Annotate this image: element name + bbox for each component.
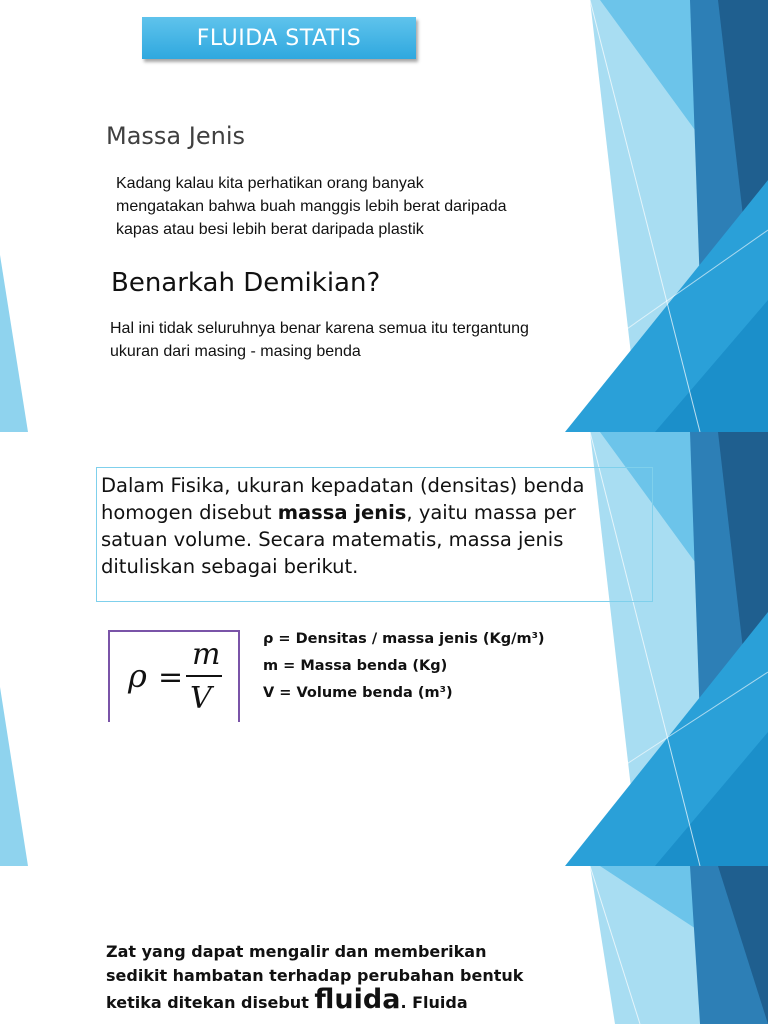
fluid-line-2: sedikit hambatan terhadap perubahan bentuk [106,966,524,985]
fluid-definition [106,940,626,1015]
definition-text [101,472,646,580]
title-banner [142,17,416,59]
formula-equals: = [158,660,184,695]
variable-mass: m = Massa benda (Kg) [263,658,448,674]
variable-density: ρ = Densitas / massa jenis (Kg/m³) [263,631,545,647]
answer-paragraph: Hal ini tidak seluruhnya benar karena semua itu tergantung ukuran dari masing - masing benda [110,320,529,360]
variable-list [263,626,545,707]
definition-term: massa jenis [277,501,407,524]
formula-numerator: m [192,637,221,672]
section-heading: Massa Jenis [106,122,245,150]
question-heading: Benarkah Demikian? [111,268,381,298]
variable-volume: V = Volume benda (m³) [263,685,453,701]
definition-part-2: , yaitu massa per satuan volume. Secara matematis, massa jenis dituliskan sebagai berikut. [101,501,576,578]
fluid-line-3-end: . Fluida [400,993,468,1012]
formula-lhs: ρ [128,657,147,695]
slide-2 [0,432,768,866]
intro-paragraph: Kadang kalau kita perhatikan orang banyak mengatakan bahwa buah manggis lebih berat daripada kapas atau besi lebih berat daripada plastik [116,175,507,238]
fluid-line-3-start: ketika ditekan disebut [106,993,315,1012]
slide-3 [0,866,768,1024]
fluid-term: fluida [314,984,401,1015]
definition-part-1: Dalam Fisika, ukuran kepadatan (densitas) benda homogen disebut [101,474,585,524]
formula-box [108,630,240,722]
density-formula [110,632,238,722]
banner-title: FLUIDA STATIS [196,25,362,51]
slide-1 [0,0,768,432]
formula-denominator: V [190,681,212,716]
fluid-line-1: Zat yang dapat mengalir dan memberikan [106,942,487,961]
